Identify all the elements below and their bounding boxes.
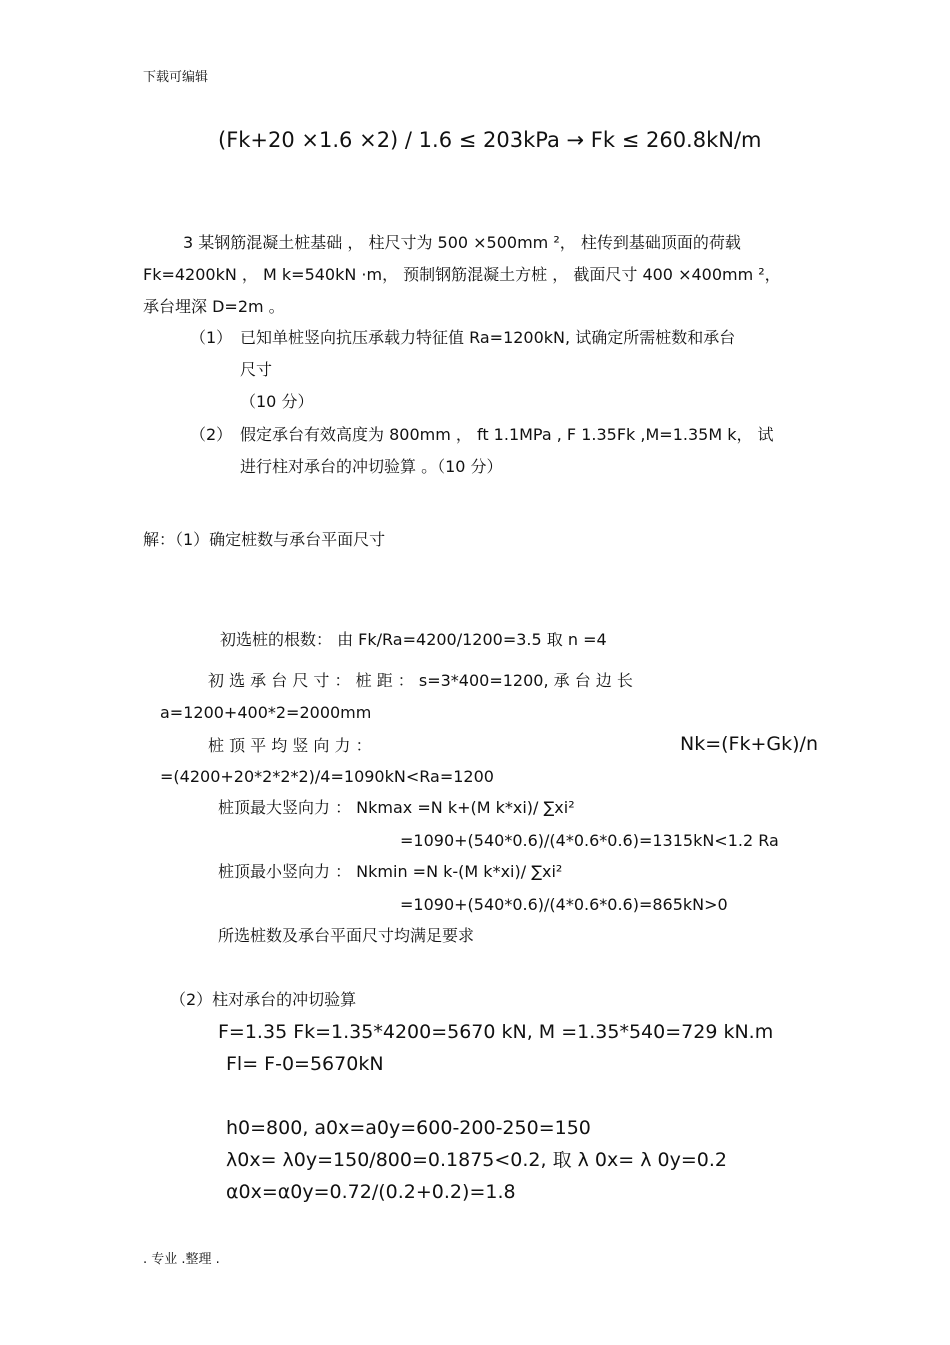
alpha-line: α0x=α0y=0.72/(0.2+0.2)=1.8	[226, 1181, 516, 1203]
question-2-line-2: 进行柱对承台的冲切验算 。（10 分）	[240, 457, 503, 476]
question-1-number: （1）	[190, 328, 233, 347]
f-line: F=1.35 Fk=1.35*4200=5670 kN, M =1.35*540=729 kN.m	[218, 1021, 774, 1043]
cap-size-label: 初 选 承 台 尺 寸 ： 桩 距 ： s=3*400=1200, 承 台 边 长	[208, 671, 633, 690]
nmax-value: =1090+(540*0.6)/(4*0.6*0.6)=1315kN<1.2 Ra	[400, 831, 779, 850]
question-2-line-1: 假定承台有效高度为 800mm ， ft 1.1MPa , F 1.35Fk ,M=1.35M k， 试	[240, 425, 774, 444]
lambda-line: λ0x= λ0y=150/800=0.1875<0.2, 取 λ 0x= λ 0y=0.2	[226, 1149, 727, 1171]
vertical-force-value: =(4200+20*2*2*2)/4=1090kN<Ra=1200	[160, 767, 494, 786]
problem-line-3: 承台埋深 D=2m 。	[143, 297, 285, 316]
question-2-number: （2）	[190, 425, 233, 444]
page-header: 下载可编辑	[143, 70, 209, 85]
intro-formula: (Fk+20 ×1.6 ×2) / 1.6 ≤ 203kPa → Fk ≤ 260.8kN/m	[218, 128, 762, 152]
vertical-force-label: 桩 顶 平 均 竖 向 力 ：	[208, 736, 372, 755]
solution-heading: 解：（1）确定桩数与承台平面尺寸	[143, 530, 386, 549]
nmin-label: 桩顶最小竖向力 ： Nkmin =N k-(M k*xi)/ ∑xi²	[218, 862, 563, 881]
problem-line-2: Fk=4200kN ， M k=540kN ·m， 预制钢筋混凝土方桩 ， 截面尺寸 400 ×400mm ²，	[143, 265, 781, 284]
nmin-value: =1090+(540*0.6)/(4*0.6*0.6)=865kN>0	[400, 895, 728, 914]
page-footer: . 专业 .整理 .	[143, 1252, 220, 1267]
cap-size-value: a=1200+400*2=2000mm	[160, 703, 372, 722]
h0-line: h0=800, a0x=a0y=600-200-250=150	[226, 1117, 591, 1139]
question-1-line-1: 已知单桩竖向抗压承载力特征值 Ra=1200kN, 试确定所需桩数和承台	[240, 328, 736, 347]
vertical-force-formula: Nk=(Fk+Gk)/n	[680, 733, 818, 755]
problem-line-1: 3 某钢筋混凝土桩基础 ， 柱尺寸为 500 ×500mm ²， 柱传到基础顶面的荷载	[183, 233, 741, 252]
pile-count-line: 初选桩的根数： 由 Fk/Ra=4200/1200=3.5 取 n =4	[220, 630, 607, 649]
question-1-score: （10 分）	[240, 392, 314, 411]
part-2-heading: （2）柱对承台的冲切验算	[170, 990, 357, 1009]
question-1-line-2: 尺寸	[240, 360, 273, 379]
conclusion: 所选桩数及承台平面尺寸均满足要求	[218, 926, 475, 945]
nmax-label: 桩顶最大竖向力 ： Nkmax =N k+(M k*xi)/ ∑xi²	[218, 798, 575, 817]
fl-line: Fl= F-0=5670kN	[226, 1053, 384, 1075]
